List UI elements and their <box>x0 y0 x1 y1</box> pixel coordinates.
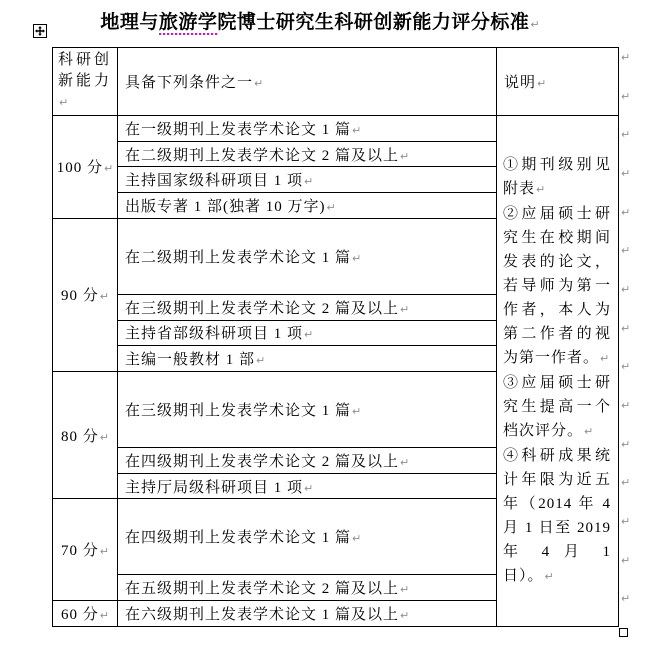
row-end-mark-icon: ↵ <box>621 515 631 529</box>
score-label: 80 分 <box>61 428 99 445</box>
criterion-cell[interactable] <box>118 448 497 474</box>
note-paragraph <box>503 202 611 371</box>
criterion-cell[interactable] <box>118 167 497 193</box>
note-paragraph <box>503 153 611 202</box>
criterion-cell[interactable] <box>118 193 497 219</box>
cell-mark-icon: ↵ <box>326 201 336 215</box>
cell-mark-icon: ↵ <box>352 405 362 419</box>
header-ability-label: 科研创新能力 <box>58 52 113 89</box>
criterion-cell[interactable] <box>118 141 497 167</box>
criterion-cell[interactable] <box>118 346 497 372</box>
criterion-cell[interactable] <box>118 294 497 320</box>
scoring-table <box>52 47 619 627</box>
move-arrows-icon <box>35 26 45 36</box>
header-notes-label: 说明 <box>504 75 537 91</box>
cell-mark-icon: ↵ <box>99 545 109 559</box>
title-misspelled-word: 旅游学 <box>158 12 218 33</box>
row-end-mark-icon: ↵ <box>621 167 631 181</box>
paragraph-mark-icon: ↵ <box>530 18 540 31</box>
row-end-mark-icon: ↵ <box>621 128 631 142</box>
criterion-text: 主持省部级科研项目 1 项 <box>125 326 304 343</box>
table-row <box>53 116 619 142</box>
criterion-cell[interactable] <box>118 601 497 627</box>
score-label: 90 分 <box>61 288 99 305</box>
row-end-mark-icon: ↵ <box>621 399 631 413</box>
cell-mark-icon: ↵ <box>256 354 266 368</box>
criterion-text: 主持厅局级科研项目 1 项 <box>125 479 304 496</box>
criterion-text: 在三级期刊上发表学术论文 2 篇及以上 <box>125 300 400 317</box>
criterion-text: 在二级期刊上发表学术论文 1 篇 <box>125 249 352 266</box>
cell-mark-icon: ↵ <box>537 77 547 90</box>
cell-mark-icon: ↵ <box>400 583 410 597</box>
row-end-mark-icon: ↵ <box>621 437 631 451</box>
criterion-cell[interactable] <box>118 320 497 346</box>
score-cell-70[interactable] <box>53 499 118 601</box>
note-text: ④科研成果统计年限为近五年（2014 年 4 月 1 日至 2019 年 4 月 1 日）。 <box>503 448 611 584</box>
cell-mark-icon: ↵ <box>352 532 362 546</box>
score-cell-80[interactable] <box>53 372 118 499</box>
cell-mark-icon: ↵ <box>400 455 410 469</box>
header-cell-notes[interactable] <box>497 48 619 116</box>
header-cell-ability[interactable] <box>53 48 118 116</box>
table-move-handle[interactable] <box>33 24 47 38</box>
score-label: 70 分 <box>61 543 99 560</box>
note-paragraph <box>503 371 611 444</box>
criterion-text: 在三级期刊上发表学术论文 1 篇 <box>125 403 352 420</box>
cell-mark-icon: ↵ <box>59 96 69 109</box>
cell-mark-icon: ↵ <box>99 430 109 444</box>
cell-mark-icon: ↵ <box>400 609 410 623</box>
row-end-mark-icon: ↵ <box>621 360 631 374</box>
criterion-text: 出版专著 1 部(独著 10 万字) <box>125 199 326 216</box>
criterion-cell[interactable] <box>118 473 497 499</box>
cell-mark-icon: ↵ <box>304 328 314 342</box>
cell-mark-icon: ↵ <box>304 175 314 189</box>
cell-mark-icon: ↵ <box>536 183 546 196</box>
cell-mark-icon: ↵ <box>400 302 410 316</box>
row-end-mark-icon: ↵ <box>621 51 631 64</box>
row-end-mark-icon: ↵ <box>621 89 631 103</box>
row-end-mark-icon: ↵ <box>621 553 631 567</box>
score-cell-100[interactable] <box>53 116 118 219</box>
cell-mark-icon: ↵ <box>600 352 610 365</box>
row-end-mark-icon: ↵ <box>621 321 631 335</box>
criterion-text: 主持国家级科研项目 1 项 <box>125 173 304 190</box>
cell-mark-icon: ↵ <box>99 609 109 623</box>
criterion-cell[interactable] <box>118 218 497 294</box>
cell-mark-icon: ↵ <box>544 570 554 583</box>
title-text-before: 地理与 <box>100 12 159 33</box>
cell-mark-icon: ↵ <box>104 162 114 176</box>
cell-mark-icon: ↵ <box>254 77 264 90</box>
cell-mark-icon: ↵ <box>584 425 594 438</box>
criterion-text: 在五级期刊上发表学术论文 2 篇及以上 <box>125 581 400 598</box>
criterion-cell[interactable] <box>118 116 497 142</box>
criterion-text: 在二级期刊上发表学术论文 2 篇及以上 <box>125 147 400 164</box>
row-end-mark-icon: ↵ <box>621 205 631 219</box>
row-end-mark-icon: ↵ <box>621 592 631 606</box>
score-label: 100 分 <box>56 160 104 177</box>
score-cell-60[interactable] <box>53 601 118 627</box>
title-text-after: 院博士研究生科研创新能力评分标准 <box>217 12 530 33</box>
row-end-mark-icon: ↵ <box>621 244 631 258</box>
criterion-text: 主编一般教材 1 部 <box>125 352 256 369</box>
note-text: ③应届硕士研究生提高一个档次评分。 <box>503 375 611 439</box>
criterion-cell[interactable] <box>118 499 497 575</box>
note-text: ②应届硕士研究生在校期间发表的论文，若导师为第一作者，本人为第二作者的视为第一作者。 <box>503 206 611 366</box>
criterion-text: 在一级期刊上发表学术论文 1 篇 <box>125 121 352 138</box>
criterion-cell[interactable] <box>118 372 497 448</box>
header-cell-conditions[interactable] <box>118 48 497 116</box>
document-title[interactable] <box>0 7 640 34</box>
criterion-text: 在四级期刊上发表学术论文 2 篇及以上 <box>125 453 400 470</box>
table-row <box>53 48 619 116</box>
notes-cell[interactable] <box>497 116 619 627</box>
note-text: ①期刊级别见附表 <box>503 157 611 197</box>
criterion-text: 在六级期刊上发表学术论文 1 篇及以上 <box>125 607 400 624</box>
cell-mark-icon: ↵ <box>400 149 410 163</box>
row-end-mark-icon: ↵ <box>621 476 631 490</box>
score-cell-90[interactable] <box>53 218 118 371</box>
criterion-cell[interactable] <box>118 575 497 601</box>
criterion-text: 在四级期刊上发表学术论文 1 篇 <box>125 530 352 547</box>
note-paragraph <box>503 444 611 589</box>
cell-mark-icon: ↵ <box>304 481 314 495</box>
cell-mark-icon: ↵ <box>99 290 109 304</box>
row-end-marks-column <box>621 47 637 627</box>
cell-mark-icon: ↵ <box>352 251 362 265</box>
cell-mark-icon: ↵ <box>352 123 362 137</box>
row-end-mark-icon: ↵ <box>621 283 631 297</box>
header-conditions-label: 具备下列条件之一 <box>125 75 254 91</box>
table-resize-handle[interactable] <box>619 628 628 637</box>
score-label: 60 分 <box>61 607 99 624</box>
